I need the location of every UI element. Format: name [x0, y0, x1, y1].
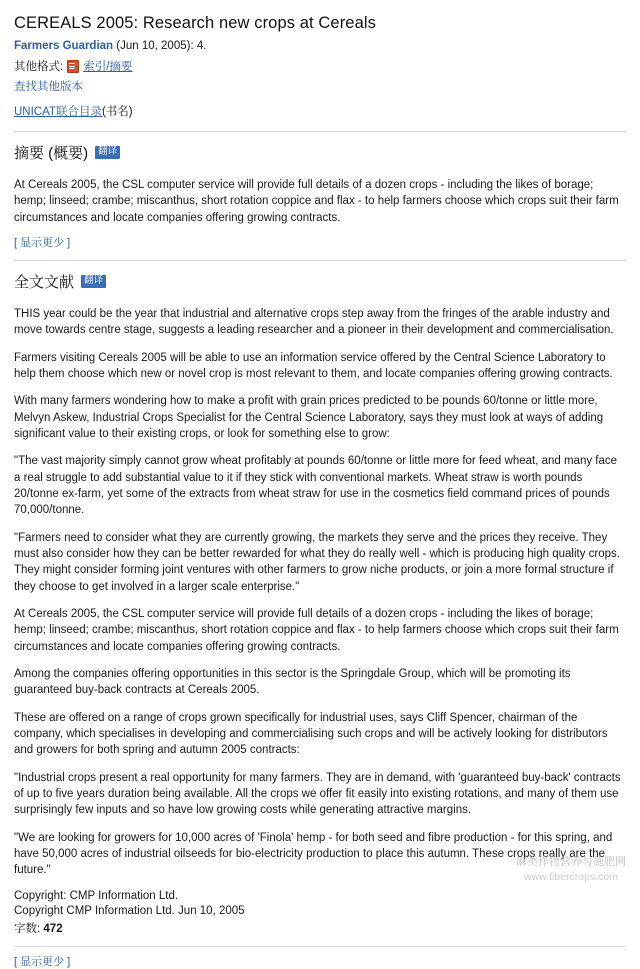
word-count-value: 472 — [43, 922, 63, 935]
translate-abstract-button[interactable]: 翻译 — [95, 146, 120, 159]
find-other-versions-row — [14, 78, 626, 94]
fulltext-body — [14, 306, 626, 969]
index-abstract-link[interactable]: 索引/摘要 — [83, 61, 133, 73]
pdf-icon — [67, 60, 79, 73]
fulltext-paragraph: "The vast majority simply cannot grow wheat profitably at pounds 60/tonne or little more for feed wheat, and many face a real struggle to add substantial value to it if they stick with conventional markets. Wheat straw is worth pounds 20/tonne ex-farm, yet some of the extracts from wheat straw for use in the cosmetics field command prices of pounds 70,000/tonne. — [14, 455, 618, 517]
source-publication-link[interactable]: Farmers Guardian — [14, 40, 114, 52]
divider-middle — [14, 260, 626, 261]
unicat-row — [14, 103, 626, 119]
abstract-heading: 摘要 (概要) — [14, 145, 89, 162]
fulltext-heading-row — [14, 271, 626, 292]
fulltext-show-less[interactable] — [14, 953, 626, 969]
fulltext-heading: 全文文献 — [14, 273, 75, 291]
word-count-label: 字数: — [14, 922, 41, 935]
divider-bottom — [14, 946, 626, 947]
source-details: (Jun 10, 2005): 4. — [116, 40, 207, 52]
abstract-body — [14, 177, 626, 250]
fulltext-paragraph: "We are looking for growers for 10,000 acres of 'Finola' hemp - for both seed and fibre production - for this spring, and have 50,000 acres of industrial oilseeds for bio-electricity production to place this autumn. These crops really are the future." — [14, 831, 613, 877]
unicat-suffix: (书名) — [101, 106, 133, 118]
watermark-line-2: www.fibercrops.com — [524, 871, 618, 884]
word-count-row — [14, 920, 626, 936]
fulltext-show-less-label[interactable]: [ 显示更少 ] — [14, 955, 71, 968]
fulltext-paragraph: THIS year could be the year that industrial and alternative crops step away from the fringes of the arable industry and move towards centre stage, suggests a leading researcher and a pioneer in their development and commercialisation. — [14, 307, 614, 337]
abstract-text: At Cereals 2005, the CSL computer service will provide full details of a dozen crops - including the likes of borage; hemp; linseed; crambe; miscanthus, short rotation coppice and flax - to help farmers choose which crops suit their farm circumstances and locate companies offering growing contracts. — [14, 179, 619, 224]
fulltext-paragraph: With many farmers wondering how to make a profit with grain prices predicted to be pounds 60/tonne or little more, Melvyn Askew, Industrial Crops Specialist for the Central Science Laboratory, says they must look at ways of adding significant value to their existing crops, or look for something else to grow: — [14, 395, 604, 440]
abstract-heading-row — [14, 142, 626, 163]
divider-top — [14, 131, 626, 132]
fulltext-paragraph: Farmers visiting Cereals 2005 will be able to use an information service offered by the Central Science Laboratory to help them choose which new or novel crop is most relevant to them, and locate companies offering growing contracts. — [14, 351, 613, 380]
page-title: CEREALS 2005: Research new crops at Cereals — [14, 14, 376, 32]
copyright-line-2: Copyright CMP Information Ltd. Jun 10, 2005 — [14, 904, 245, 917]
other-formats-label: 其他格式: — [14, 61, 64, 73]
abstract-show-less[interactable] — [14, 234, 626, 250]
other-formats-row — [14, 58, 626, 74]
source-line — [14, 40, 626, 52]
find-other-versions-link[interactable]: 查找其他版本 — [14, 81, 83, 93]
translate-fulltext-button[interactable]: 翻译 — [81, 275, 106, 288]
watermark-line-1: 麻类作物营养与施肥网 — [516, 855, 626, 868]
fulltext-paragraph: Among the companies offering opportunities in this sector is the Springdale Group, which will be promoting its guaranteed buy-back contracts at Cereals 2005. — [14, 667, 571, 697]
abstract-show-less-label[interactable]: [ 显示更少 ] — [14, 236, 71, 249]
fulltext-paragraph: These are offered on a range of crops grown specifically for industrial uses, says Cliff Spencer, chairman of the company, which specialises in developing and commercialising such crops and will be actively looking for distributors and growers for both spring and autumn 2005 contracts: — [14, 711, 608, 757]
fulltext-paragraph: "Farmers need to consider what they are currently growing, the markets they serve and the prices they receive. They must also consider how they can be better rewarded for what they do really well - which is producing high quality crops. They might consider forming joint ventures with other farmers to grow niche products, or join a more formal structure if they choose to get involved in a larger scale enterprise." — [14, 531, 620, 593]
fulltext-paragraph: "Industrial crops present a real opportunity for many farmers. They are in demand, with 'guaranteed buy-back' contracts of up to five years duration being available. All the crops we offer fit easily into existing rotations, and many of them use surprisingly few inputs and so have low growing costs while generating attractive margins. — [14, 771, 621, 817]
fulltext-paragraph: At Cereals 2005, the CSL computer service will provide full details of a dozen crops - including the likes of borage; hemp; linseed; crambe; miscanthus, short rotation coppice and flax - to help farmers choose which crops suit their farm circumstances and locate companies offering growing contracts. — [14, 607, 619, 653]
copyright-line-1: Copyright: CMP Information Ltd. — [14, 889, 179, 902]
unicat-link[interactable]: UNICAT联合目录 — [14, 106, 102, 118]
